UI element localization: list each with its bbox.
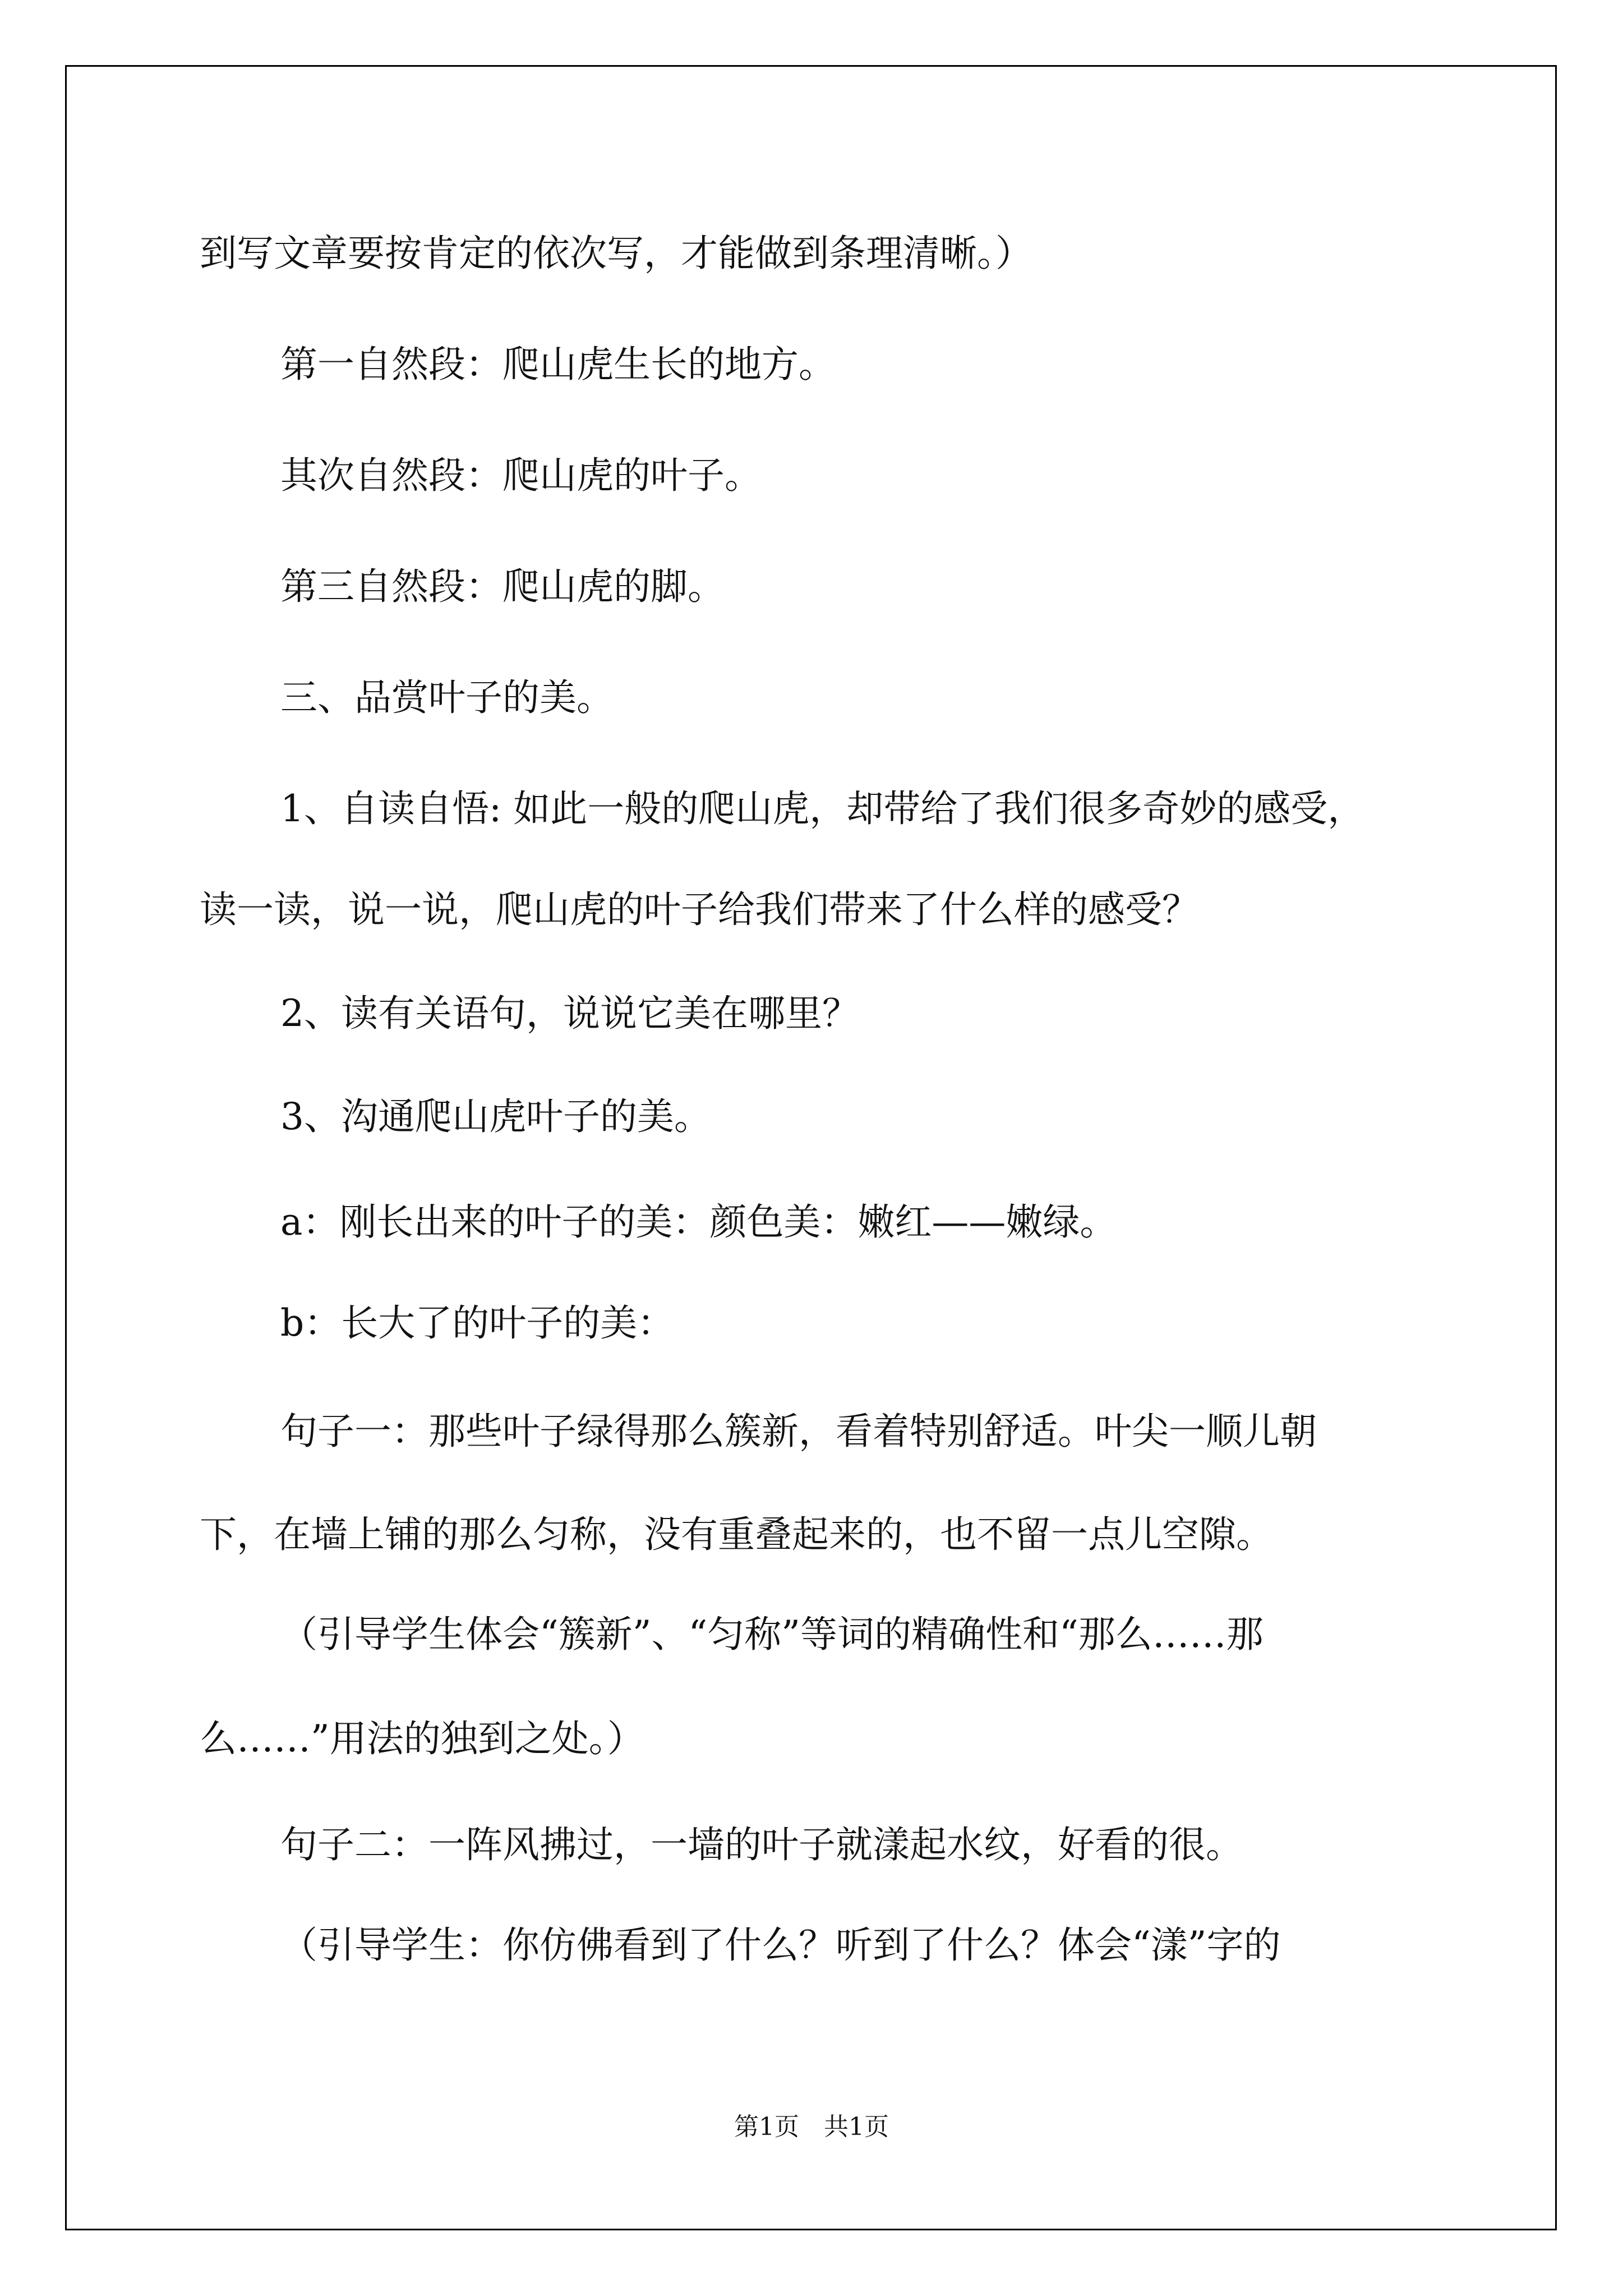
text-line: 下，在墙上铺的那么匀称，没有重叠起来的，也不留一点儿空隙。 bbox=[200, 1513, 1273, 1556]
text-line: 其次自然段：爬山虎的叶子。 bbox=[280, 454, 762, 497]
text-line: b：长大了的叶子的美： bbox=[280, 1301, 675, 1345]
text-line: 么……”用法的独到之处。） bbox=[200, 1717, 644, 1760]
text-line: 三、品赏叶子的美。 bbox=[280, 676, 614, 719]
text-line: 2、读有关语句，说说它美在哪里？ bbox=[280, 992, 859, 1035]
text-line: （引导学生：你仿佛看到了什么？听到了什么？体会“漾”字的 bbox=[280, 1924, 1281, 1967]
text-line: 读一读，说一说，爬山虎的叶子给我们带来了什么样的感受？ bbox=[200, 888, 1199, 931]
text-line: 第一自然段：爬山虎生长的地方。 bbox=[280, 343, 836, 386]
text-line: （引导学生体会“簇新”、“匀称”等词的精确性和“那么……那 bbox=[280, 1613, 1264, 1656]
text-line: 句子二：一阵风拂过，一墙的叶子就漾起水纹，好看的很。 bbox=[280, 1823, 1243, 1866]
text-line: 第三自然段：爬山虎的脚。 bbox=[280, 565, 725, 608]
page-footer: 第1页 共1页 bbox=[734, 2113, 889, 2141]
text-line: a：刚长出来的叶子的美：颜色美：嫩红——嫩绿。 bbox=[280, 1200, 1117, 1244]
document-body bbox=[200, 0, 1422, 2296]
text-line: 1、自读自悟: 如此一般的爬山虎，却带给了我们很多奇妙的感受， bbox=[280, 787, 1365, 830]
text-line: 到写文章要按肯定的依次写，才能做到条理清晰。） bbox=[200, 232, 1032, 275]
text-line: 3、沟通爬山虎叶子的美。 bbox=[280, 1095, 711, 1138]
text-line: 句子一：那些叶子绿得那么簇新，看着特别舒适。叶尖一顺儿朝 bbox=[280, 1410, 1317, 1453]
